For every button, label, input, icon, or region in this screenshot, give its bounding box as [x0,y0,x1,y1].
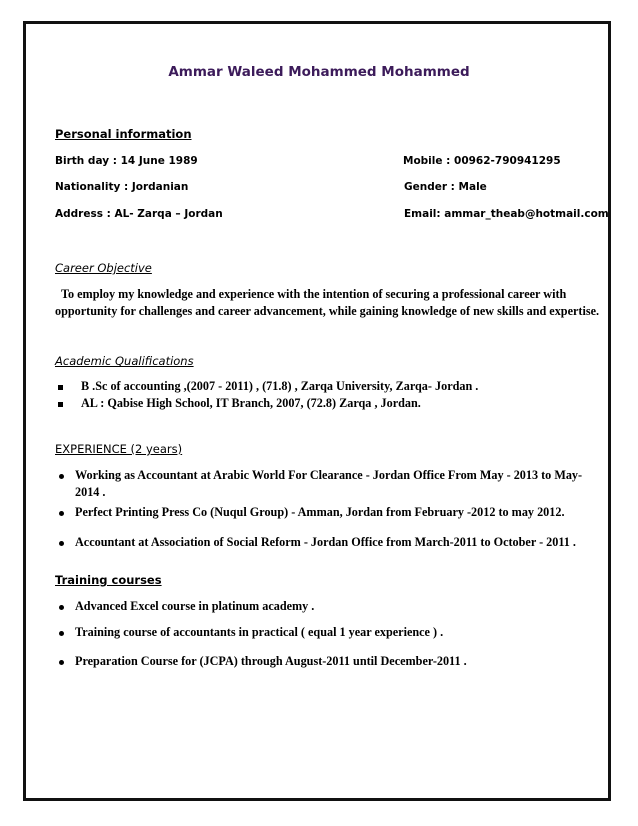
bullet-icon [59,541,64,546]
experience-item-line: 2014 . [75,485,106,499]
academic-item: B .Sc of accounting ,(2007 - 2011) , (71.8) , Zarqa University, Zarqa- Jordan . [81,379,479,393]
address: Address : AL- Zarqa – Jordan [55,208,223,220]
bullet-icon [59,631,64,636]
training-heading [55,573,196,587]
academic-heading: Academic Qualifications [55,354,194,368]
birth-day: Birth day : 14 June 1989 [55,155,198,167]
bullet-icon [59,660,64,665]
training-item: Training course of accountants in practical ( equal 1 year experience ) . [75,625,444,639]
square-bullet-icon [58,402,63,407]
training-heading-text: Training courses [55,573,162,587]
square-bullet-icon [58,385,63,390]
academic-item: AL : Qabise High School, IT Branch, 2007, (72.8) Zarqa , Jordan. [81,396,421,410]
candidate-name: Ammar Waleed Mohammed Mohammed [168,64,470,80]
email: Email: ammar_theab@hotmail.com [404,208,609,220]
objective-line-1: To employ my knowledge and experience with the intention of securing a professional career with [61,287,567,301]
training-item: Preparation Course for (JCPA) through August-2011 until December-2011 . [75,654,467,668]
experience-item-line: Accountant at Association of Social Reform - Jordan Office from March-2011 to October - 2011 . [75,535,576,549]
experience-item-line: Working as Accountant at Arabic World For Clearance - Jordan Office From May - 2013 to May- [75,468,583,482]
objective-line-2: opportunity for challenges and career advancement, while gaining knowledge of new skills and expertise. [55,304,600,318]
mobile: Mobile : 00962-790941295 [403,155,561,167]
career-objective-heading: Career Objective [55,261,152,275]
training-item: Advanced Excel course in platinum academy . [75,599,315,613]
bullet-icon [59,474,64,479]
experience-heading: EXPERIENCE (2 years) [55,442,183,456]
nationality: Nationality : Jordanian [55,181,189,193]
experience-item-line: Perfect Printing Press Co (Nuqul Group) - Amman, Jordan from February -2012 to may 2012. [75,505,565,519]
bullet-icon [59,605,64,610]
bullet-icon [59,511,64,516]
personal-info-heading: Personal information [55,127,192,141]
gender: Gender : Male [404,181,487,193]
